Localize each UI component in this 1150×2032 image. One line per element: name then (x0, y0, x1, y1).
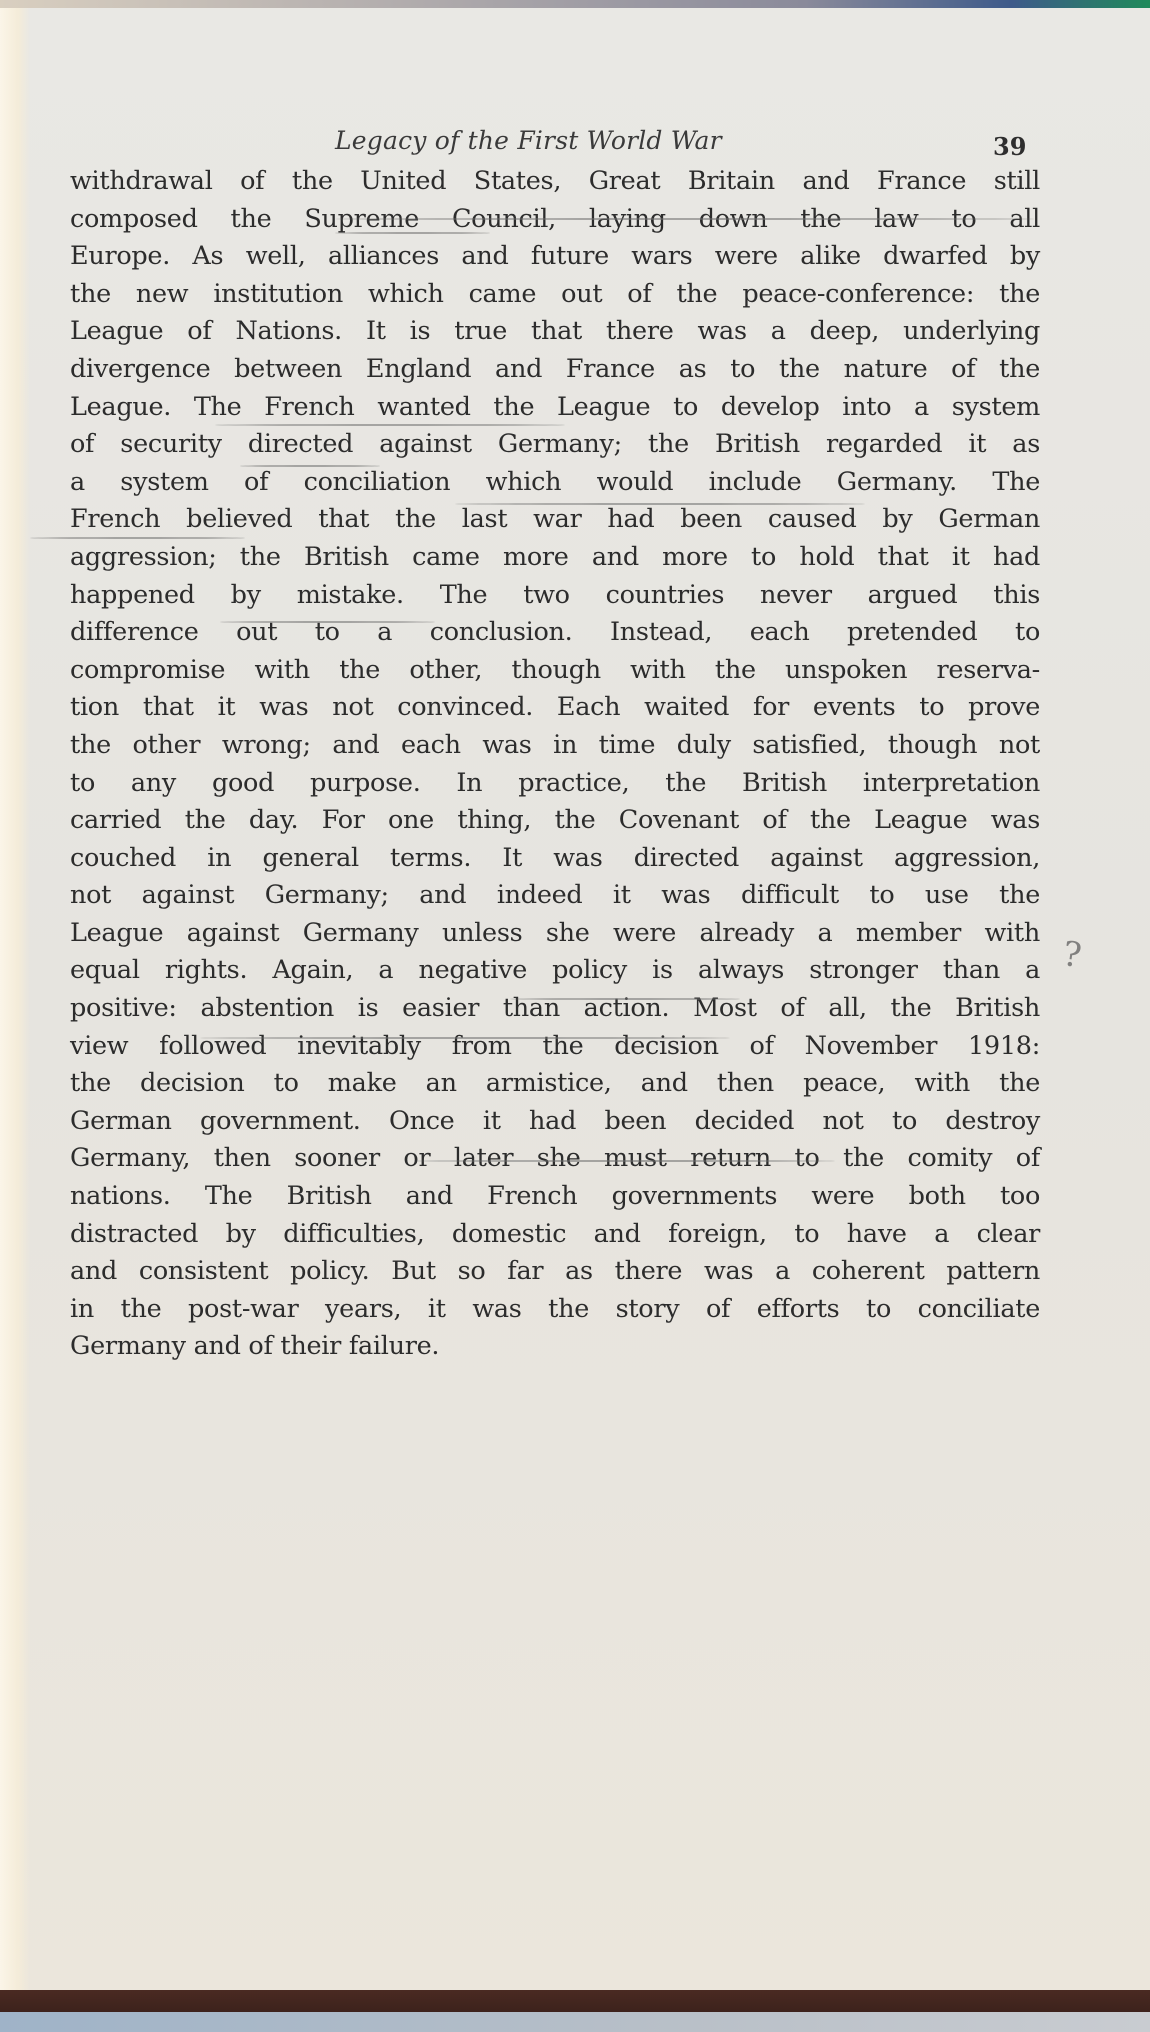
pencil-underline (220, 621, 435, 623)
pencil-underline (240, 465, 380, 467)
text-line: the new institution which came out of the peace-conference: the (70, 278, 1040, 309)
text-line: Germany and of their failure. (70, 1331, 440, 1362)
text-line: distracted by difficulties, domestic and foreign, to have a clear (70, 1218, 1040, 1249)
pencil-underline (200, 1037, 730, 1039)
text-line: in the post-war years, it was the story of efforts to conciliate (70, 1293, 1040, 1324)
background-strip (0, 0, 1150, 8)
text-line: difference out to a conclusion. Instead, each pretended to (70, 617, 1040, 648)
background-surface (0, 2012, 1150, 2032)
text-line: a system of conciliation which would include Germany. The (70, 466, 1040, 497)
text-line: League. The French wanted the League to develop into a system (70, 391, 1040, 422)
text-line: positive: abstention is easier than action. Most of all, the British (70, 993, 1040, 1024)
pencil-underline (335, 218, 1035, 220)
text-line: the other wrong; and each was in time duly satisfied, though not (70, 729, 1040, 760)
text-line: withdrawal of the United States, Great Britain and France still (70, 166, 1040, 196)
text-line: equal rights. Again, a negative policy is always stronger than a (70, 955, 1040, 986)
text-line: nations. The British and French governments were both too (70, 1181, 1040, 1212)
text-line: League against Germany unless she were already a member with (70, 917, 1040, 948)
text-line: Europe. As well, alliances and future wars were alike dwarfed by (70, 241, 1040, 272)
text-line: Germany, then sooner or later she must return to the comity of (70, 1143, 1040, 1174)
page-number: 39 (993, 132, 1027, 161)
body-text (70, 163, 1040, 1366)
running-head: Legacy of the First World War (335, 126, 722, 155)
text-line: couched in general terms. It was directed against aggression, (70, 842, 1040, 873)
pencil-underline (455, 503, 865, 505)
text-line: the decision to make an armistice, and then peace, with the (70, 1068, 1040, 1099)
page-gutter-shadow (0, 0, 30, 1995)
pencil-underline (415, 1160, 835, 1162)
text-line: carried the day. For one thing, the Covenant of the League was (70, 805, 1040, 836)
text-line: view followed inevitably from the decision of November 1918: (70, 1030, 1040, 1061)
text-line: composed the Supreme Council, laying down the law to all (70, 203, 1040, 234)
text-line: compromise with the other, though with the unspoken reserva- (70, 654, 1040, 685)
text-line: League of Nations. It is true that there was a deep, underlying (70, 316, 1040, 347)
pencil-underline (510, 998, 740, 1000)
text-line: not against Germany; and indeed it was difficult to use the (70, 880, 1040, 911)
pencil-underline (215, 424, 565, 426)
text-line: German government. Once it had been decided not to destroy (70, 1105, 1040, 1136)
text-line: aggression; the British came more and more to hold that it had (70, 541, 1040, 572)
text-line: to any good purpose. In practice, the British interpretation (70, 767, 1040, 798)
text-line: and consistent policy. But so far as there was a coherent pattern (70, 1256, 1040, 1287)
text-line: French believed that the last war had been caused by German (70, 504, 1040, 535)
pencil-underline (30, 537, 245, 539)
text-line: divergence between England and France as to the nature of the (70, 353, 1040, 384)
pencil-underline (335, 232, 490, 234)
text-line: of security directed against Germany; the British regarded it as (70, 429, 1040, 460)
pencil-question-mark: ? (1060, 933, 1084, 977)
text-line: tion that it was not convinced. Each waited for events to prove (70, 692, 1040, 723)
text-line: happened by mistake. The two countries never argued this (70, 579, 1040, 610)
